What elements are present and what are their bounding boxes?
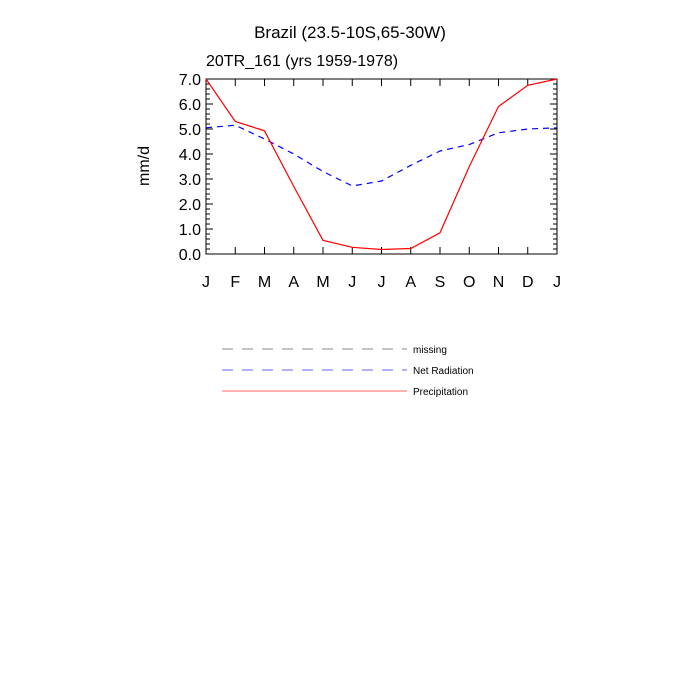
- plot-frame: [206, 79, 557, 254]
- x-tick-label: F: [230, 274, 241, 291]
- y-tick-label: 2.0: [178, 197, 201, 214]
- data-point: [410, 165, 411, 166]
- x-tick-label: S: [434, 274, 446, 291]
- data-point: [352, 185, 353, 186]
- series-line-precipitation: [206, 79, 557, 250]
- y-tick-label: 7.0: [178, 72, 201, 89]
- x-tick-label: D: [521, 274, 534, 291]
- legend: [222, 345, 474, 398]
- data-point: [498, 106, 499, 107]
- data-point: [235, 121, 236, 122]
- data-point: [322, 240, 323, 241]
- data-point: [527, 128, 528, 129]
- series-layer: [205, 78, 557, 250]
- x-tick-label: M: [257, 274, 272, 291]
- legend-label: missing: [413, 345, 447, 356]
- x-tick-label: A: [288, 274, 300, 291]
- data-point: [498, 132, 499, 133]
- data-point: [264, 130, 265, 131]
- x-tick-label: A: [405, 274, 417, 291]
- data-point: [205, 127, 206, 128]
- data-point: [381, 180, 382, 181]
- data-point: [205, 78, 206, 79]
- x-tick-label: N: [492, 274, 505, 291]
- y-tick-label: 0.0: [178, 247, 201, 264]
- data-point: [469, 166, 470, 167]
- data-point: [556, 78, 557, 79]
- chart-subtitle: 20TR_161 (yrs 1959-1978): [206, 53, 399, 70]
- data-point: [352, 247, 353, 248]
- y-tick-label: 3.0: [178, 172, 201, 189]
- chart-title: Brazil (23.5-10S,65-30W): [254, 23, 446, 42]
- data-point: [235, 125, 236, 126]
- data-point: [439, 150, 440, 151]
- data-point: [527, 85, 528, 86]
- x-tick-label: O: [463, 274, 476, 291]
- x-tick-label: J: [553, 274, 561, 291]
- data-point: [322, 171, 323, 172]
- y-axis-ticks: [179, 72, 557, 264]
- data-point: [439, 232, 440, 233]
- data-point: [264, 138, 265, 139]
- y-tick-label: 1.0: [178, 222, 201, 239]
- data-point: [469, 144, 470, 145]
- y-tick-label: 6.0: [178, 97, 201, 114]
- legend-label: Precipitation: [413, 387, 469, 398]
- data-point: [556, 127, 557, 128]
- data-point: [410, 248, 411, 249]
- x-tick-label: M: [316, 274, 330, 291]
- y-tick-label: 4.0: [178, 147, 201, 164]
- x-axis-ticks: [202, 79, 561, 291]
- x-tick-label: J: [377, 274, 386, 291]
- x-tick-label: J: [348, 274, 357, 291]
- data-point: [381, 249, 382, 250]
- data-point: [293, 153, 294, 154]
- legend-label: Net Radiation: [413, 366, 474, 377]
- y-tick-label: 5.0: [178, 122, 201, 139]
- x-tick-label: J: [202, 274, 210, 291]
- y-axis-label: mm/d: [136, 146, 153, 186]
- data-point: [293, 186, 294, 187]
- series-line-net-radiation: [206, 125, 557, 186]
